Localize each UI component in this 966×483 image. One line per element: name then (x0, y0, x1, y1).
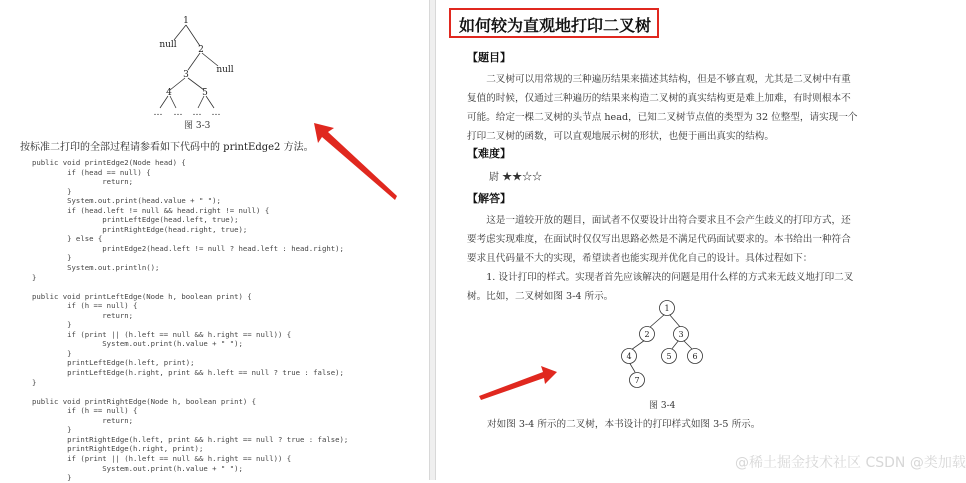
binary-tree-figure-3-3 (130, 10, 280, 120)
tree-ellipsis: … (173, 108, 183, 118)
code-line: } (32, 272, 37, 282)
code-line: if (h == null) { (32, 406, 138, 416)
section-answer-heading: 【解答】 (467, 192, 511, 205)
node-label-6: 6 (692, 352, 698, 361)
tree-null-right: null (216, 65, 234, 75)
step-1-text: 1. 设计打印的样式。实现者首先应该解决的问题是用什么样的方式来无歧义地打印二叉树。比如，二叉树如图 3-4 所示。 (467, 272, 854, 302)
code-line: printLeftEdge(head.left, true); (32, 215, 239, 225)
code-line: } (32, 473, 72, 483)
code-listing (32, 158, 348, 483)
code-line: } (32, 253, 72, 263)
code-line: if (h == null) { (32, 301, 138, 311)
answer-paragraph (467, 211, 859, 306)
code-line: printRightEdge(head.right, true); (32, 224, 248, 234)
tree-node-4: 4 (166, 88, 172, 98)
section-problem-heading: 【题目】 (467, 51, 511, 64)
code-line: if (print || (h.left == null && h.right == null)) { (32, 453, 292, 463)
figure-3-4-caption: 图 3-4 (649, 401, 676, 411)
code-line: System.out.print(h.value + " "); (32, 463, 243, 473)
tree-null-left: null (159, 40, 177, 50)
code-line: System.out.print(head.value + " "); (32, 196, 221, 206)
tree-ellipsis: … (211, 108, 221, 118)
bottom-text: 对如图 3-4 所示的二叉树，本书设计的打印样式如图 3-5 所示。 (487, 419, 761, 430)
code-line: } (32, 348, 72, 358)
code-line: printRightEdge(h.left, print && h.right == null ? true : false); (32, 434, 349, 444)
code-line: } (32, 425, 72, 435)
watermark: @稀土掘金技术社区 CSDN @类加载 (735, 455, 966, 471)
intro-text: 按标准二打印的全部过程请参看如下代码中的 printEdge2 方法。 (20, 142, 314, 153)
code-line: return; (32, 310, 134, 320)
tree-node-2: 2 (198, 45, 204, 55)
node-label-5: 5 (666, 352, 672, 361)
code-line (32, 282, 348, 292)
page-title: 如何较为直观地打印二叉树 (459, 16, 652, 35)
answer-text: 这是一道较开放的题目，面试者不仅要设计出符合要求且不会产生歧义的打印方式，还要考虑实现难度，在面试时仅仅写出思路必然是不满足代码面试要求的。本书给出一种符合要求且代码量不大的实现，希望读者也能实现并优化自己的设计。具体过程如下： (467, 215, 851, 264)
code-line: printRightEdge(h.right, print); (32, 444, 204, 454)
code-line: } (32, 186, 72, 196)
figure-caption: 图 3-3 (184, 121, 211, 131)
node-label-1: 1 (664, 304, 670, 313)
code-line: System.out.println(); (32, 263, 160, 273)
code-line: } (32, 320, 72, 330)
code-line: printEdge2(head.left != null ? head.left : head.right); (32, 243, 344, 253)
code-line: printLeftEdge(h.left, print); (32, 358, 195, 368)
code-line: public void printEdge2(Node head) { (32, 158, 186, 167)
code-line: if (print || (h.left == null && h.right == null)) { (32, 329, 292, 339)
code-line: if (head.left != null && head.right != null) { (32, 205, 270, 215)
node-label-3: 3 (678, 330, 684, 339)
code-line: return; (32, 177, 134, 187)
section-difficulty-heading: 【难度】 (467, 147, 511, 160)
code-line: return; (32, 415, 134, 425)
code-line (32, 387, 348, 397)
code-line: } (32, 377, 37, 387)
code-line: printLeftEdge(h.right, print && h.left == null ? true : false); (32, 368, 344, 378)
binary-tree-figure-3-4 (617, 298, 737, 398)
tree-node-1: 1 (183, 16, 189, 26)
tree-node-3: 3 (183, 70, 189, 80)
tree-node-5: 5 (202, 88, 208, 98)
code-line: public void printRightEdge(Node h, boolean print) { (32, 396, 257, 406)
right-book-page (437, 0, 966, 480)
tree-ellipsis: … (192, 108, 202, 118)
node-label-4: 4 (626, 352, 632, 361)
problem-paragraph (467, 70, 859, 146)
tree-ellipsis: … (153, 108, 163, 118)
node-label-7: 7 (634, 376, 640, 385)
page-divider (429, 0, 436, 480)
code-line: } else { (32, 234, 103, 244)
node-label-2: 2 (644, 330, 650, 339)
code-line: public void printLeftEdge(Node h, boolean print) { (32, 291, 252, 301)
code-line: System.out.print(h.value + " "); (32, 339, 243, 349)
left-book-page (0, 0, 428, 483)
code-line: if (head == null) { (32, 167, 151, 177)
problem-text: 二叉树可以用常规的三种遍历结果来描述其结构，但是不够直观，尤其是二叉树中有重复值的时候，仅通过三种遍历的结果来构造二叉树的真实结构更是难上加难，有时则根本不可能。给定一棵二叉树的头节点 head，已知二叉树节点值的类型为 32 位整型，请实现一个打印二叉树的函数，可以直观地展示树的形状，也便于画出真实的结构。 (467, 74, 858, 142)
red-arrow-pointer-right (477, 362, 557, 402)
difficulty-rating: 尉 ★★☆☆ (489, 172, 543, 183)
